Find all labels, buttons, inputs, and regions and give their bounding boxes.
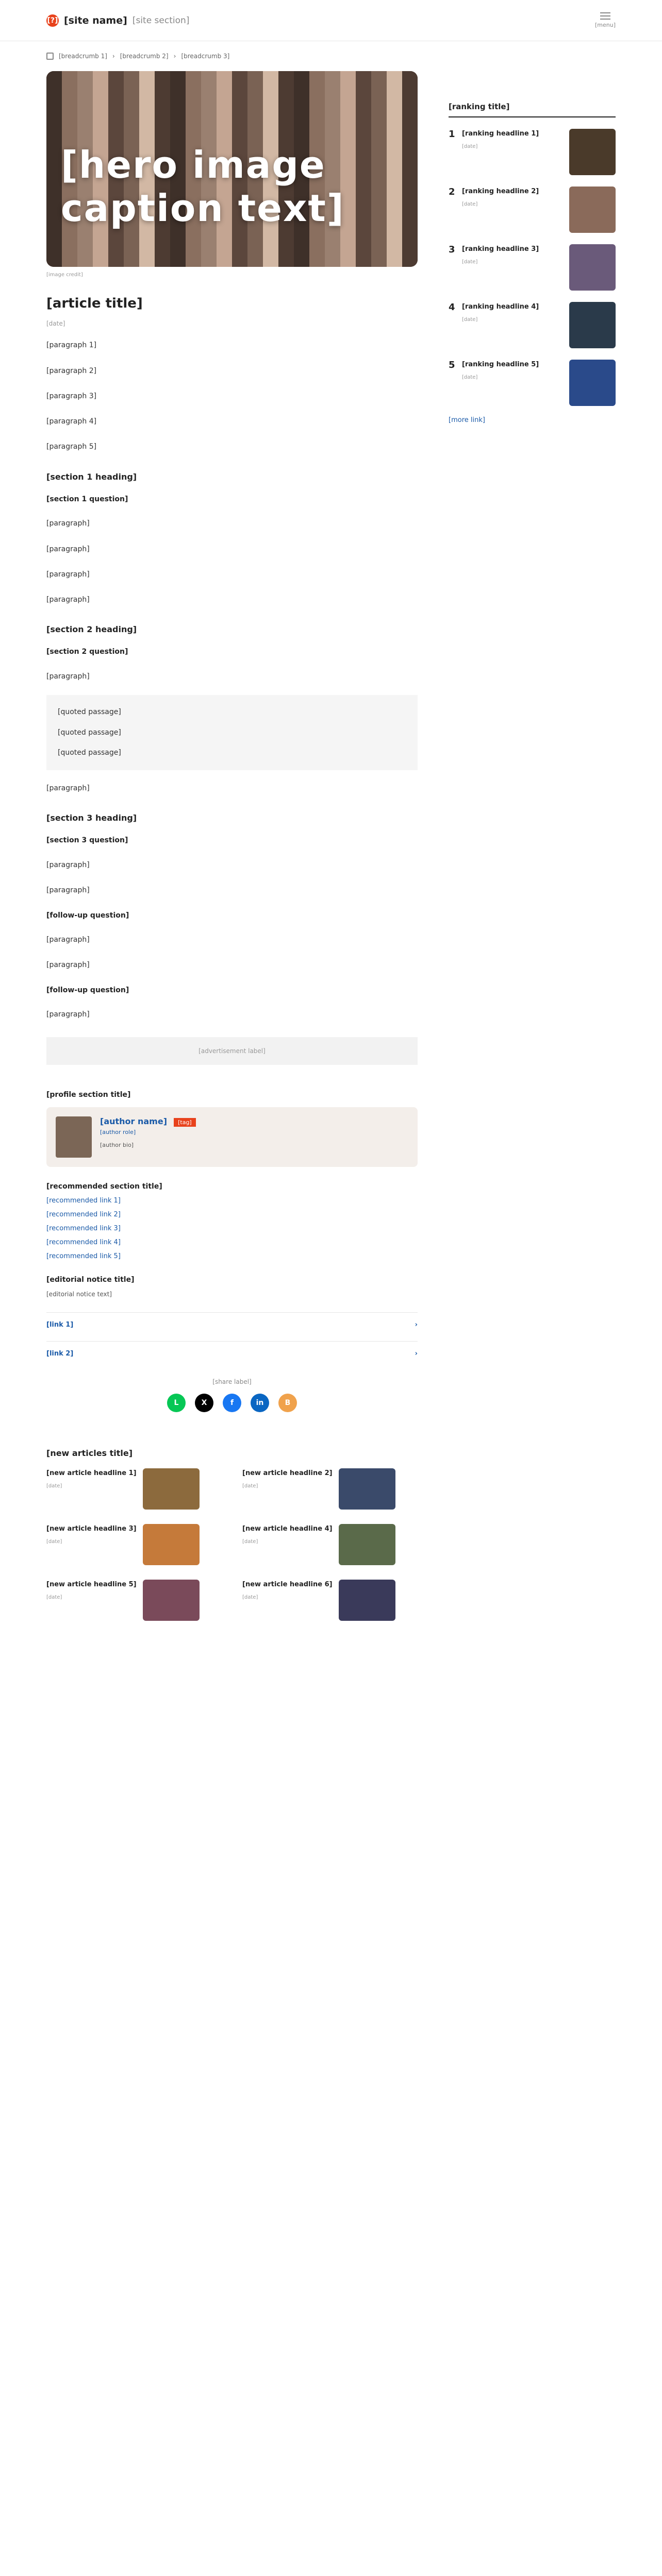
news-thumbnail [339, 1580, 395, 1621]
mosaic-tile [170, 71, 186, 86]
link-label: [link 1] [46, 1320, 74, 1329]
mosaic-tile [247, 237, 263, 252]
image-credit: [image credit] [46, 272, 83, 278]
mosaic-tile [356, 86, 371, 101]
rank-headline: [ranking headline 5] [462, 361, 539, 368]
mosaic-tile [108, 101, 124, 116]
paragraph: [paragraph] [46, 1010, 90, 1019]
mosaic-tile [201, 252, 217, 267]
mosaic-tile [108, 252, 124, 267]
mosaic-tile [170, 237, 186, 252]
mosaic-tile [139, 237, 155, 252]
paragraph: [paragraph 3] [46, 392, 97, 400]
news-date: [date] [242, 1483, 258, 1489]
ranking-item[interactable] [449, 244, 616, 291]
mosaic-tile [356, 116, 371, 131]
mosaic-tile [217, 252, 232, 267]
news-item[interactable] [46, 1524, 222, 1565]
x-icon[interactable]: X [195, 1394, 213, 1412]
mosaic-tile [46, 252, 62, 267]
mosaic-tile [263, 86, 278, 101]
mosaic-tile [77, 71, 93, 86]
paragraph: [paragraph 5] [46, 443, 97, 451]
mosaic-tile [186, 116, 201, 131]
mosaic-tile [294, 71, 309, 86]
mosaic-tile [402, 86, 418, 101]
line-icon[interactable]: L [167, 1394, 186, 1412]
ranking-item[interactable] [449, 129, 616, 175]
news-headline: [new article headline 5] [46, 1580, 137, 1588]
mosaic-tile [263, 237, 278, 252]
mosaic-tile [124, 71, 139, 86]
news-headline: [new article headline 6] [242, 1580, 333, 1588]
mosaic-tile [201, 86, 217, 101]
home-icon[interactable] [46, 53, 54, 60]
mosaic-tile [325, 71, 340, 86]
editorial-body: [editorial notice text] [46, 1291, 112, 1298]
mosaic-tile [124, 86, 139, 101]
mosaic-tile [278, 71, 294, 86]
mosaic-tile [340, 71, 356, 86]
mosaic-tile [309, 252, 325, 267]
mosaic-tile [247, 116, 263, 131]
mosaic-tile [340, 237, 356, 252]
paragraph: [paragraph] [46, 570, 90, 579]
section-question: [follow-up question] [46, 911, 129, 920]
news-date: [date] [242, 1538, 258, 1545]
paragraph: [paragraph] [46, 886, 90, 895]
mosaic-tile [93, 86, 108, 101]
mosaic-tile [217, 237, 232, 252]
mosaic-tile [371, 252, 387, 267]
rank-date: [date] [462, 374, 478, 380]
article-title: [article title] [46, 296, 143, 311]
news-headline: [new article headline 2] [242, 1469, 333, 1477]
article-main [46, 71, 418, 1621]
rank-headline: [ranking headline 3] [462, 245, 539, 253]
mosaic-tile [247, 101, 263, 116]
sidebar [449, 71, 616, 1621]
mosaic-tile [46, 177, 62, 192]
mosaic-tile [155, 237, 170, 252]
mosaic-tile [46, 222, 62, 236]
menu-button[interactable] [595, 12, 616, 28]
mosaic-tile [387, 252, 402, 267]
news-item[interactable] [242, 1580, 418, 1621]
facebook-icon[interactable]: f [223, 1394, 241, 1412]
mosaic-tile [108, 71, 124, 86]
mosaic-tile [294, 86, 309, 101]
mosaic-tile [387, 237, 402, 252]
recommended-link[interactable]: [recommended link 1] [46, 1197, 121, 1205]
new-articles-grid [46, 1468, 418, 1621]
mosaic-tile [124, 252, 139, 267]
mosaic-tile [170, 116, 186, 131]
mosaic-tile [77, 237, 93, 252]
mosaic-tile [325, 252, 340, 267]
chevron-right-icon: › [415, 1320, 418, 1329]
author-profile [46, 1107, 418, 1167]
mosaic-tile [247, 71, 263, 86]
mosaic-tile [387, 71, 402, 86]
mosaic-tile [139, 71, 155, 86]
news-date: [date] [46, 1594, 62, 1600]
mosaic-tile [46, 131, 62, 146]
ranking-title: [ranking title] [449, 102, 616, 117]
rank-thumbnail [569, 129, 616, 175]
mosaic-tile [46, 86, 62, 101]
mosaic-tile [247, 252, 263, 267]
news-thumbnail [339, 1468, 395, 1510]
quote-paragraph: [quoted passage] [58, 708, 121, 717]
mosaic-tile [387, 116, 402, 131]
logo-mark: [?] [46, 14, 59, 27]
mosaic-tile [340, 86, 356, 101]
news-item[interactable] [242, 1524, 418, 1565]
mosaic-tile [232, 71, 247, 86]
bookmark-icon[interactable]: B [278, 1394, 297, 1412]
rank-number: 2 [449, 187, 455, 197]
mosaic-tile [232, 252, 247, 267]
recommended-link[interactable]: [recommended link 3] [46, 1225, 121, 1233]
link-label: [link 2] [46, 1349, 74, 1358]
rank-number: 5 [449, 360, 455, 370]
mosaic-tile [294, 116, 309, 131]
paragraph: [paragraph 4] [46, 417, 97, 426]
mosaic-tile [93, 237, 108, 252]
mosaic-tile [108, 86, 124, 101]
mosaic-tile [46, 161, 62, 176]
ad-slot[interactable]: [advertisement label] [46, 1037, 418, 1065]
rank-headline: [ranking headline 4] [462, 303, 539, 311]
mosaic-tile [340, 116, 356, 131]
paragraph: [paragraph] [46, 936, 90, 944]
mosaic-tile [232, 101, 247, 116]
section-question: [section 3 question] [46, 836, 128, 845]
paragraph: [paragraph] [46, 784, 90, 793]
news-headline: [new article headline 3] [46, 1524, 137, 1533]
ranking-item[interactable] [449, 187, 616, 233]
mosaic-tile [371, 71, 387, 86]
news-item[interactable] [46, 1468, 222, 1510]
mosaic-tile [139, 252, 155, 267]
rank-headline: [ranking headline 2] [462, 188, 539, 195]
rank-number: 4 [449, 302, 455, 313]
mosaic-tile [155, 101, 170, 116]
new-articles-title: [new articles title] [46, 1448, 133, 1458]
mosaic-tile [46, 71, 62, 86]
mosaic-tile [402, 101, 418, 116]
author-bio: [author bio] [100, 1142, 134, 1149]
rank-thumbnail [569, 187, 616, 233]
news-date: [date] [242, 1594, 258, 1600]
mosaic-tile [356, 252, 371, 267]
mosaic-tile [294, 101, 309, 116]
paragraph: [paragraph 2] [46, 366, 97, 375]
chevron-right-icon: › [415, 1349, 418, 1358]
paragraph: [paragraph] [46, 672, 90, 681]
site-header [0, 0, 662, 41]
mosaic-tile [232, 86, 247, 101]
mosaic-tile [309, 116, 325, 131]
mosaic-tile [62, 116, 77, 131]
recommended-title: [recommended section title] [46, 1182, 162, 1191]
mosaic-tile [294, 252, 309, 267]
rank-date: [date] [462, 316, 478, 323]
section-question: [section 1 question] [46, 495, 128, 503]
mosaic-tile [139, 101, 155, 116]
mosaic-tile [402, 71, 418, 86]
mosaic-tile [77, 116, 93, 131]
mosaic-tile [371, 86, 387, 101]
profile-section-title: [profile section title] [46, 1091, 131, 1099]
ranking-item[interactable] [449, 360, 616, 406]
ranking-more-link[interactable]: [more link] [449, 416, 485, 424]
mosaic-tile [325, 237, 340, 252]
mosaic-tile [186, 86, 201, 101]
mosaic-tile [93, 71, 108, 86]
mosaic-tile [170, 252, 186, 267]
mosaic-tile [186, 71, 201, 86]
mosaic-tile [371, 237, 387, 252]
author-role: [author role] [100, 1129, 136, 1136]
mosaic-tile [325, 101, 340, 116]
mosaic-tile [93, 116, 108, 131]
mosaic-tile [155, 71, 170, 86]
news-thumbnail [143, 1580, 200, 1621]
rank-thumbnail [569, 360, 616, 406]
breadcrumb: [breadcrumb 1] › [breadcrumb 2] › [breadcrumb 3] [0, 41, 662, 71]
mosaic-tile [62, 86, 77, 101]
quote-block [46, 695, 418, 770]
paragraph: [paragraph] [46, 860, 90, 869]
news-date: [date] [46, 1538, 62, 1545]
paragraph: [paragraph] [46, 961, 90, 970]
news-date: [date] [46, 1483, 62, 1489]
recommended-link[interactable]: [recommended link 4] [46, 1239, 121, 1247]
avatar [56, 1116, 92, 1158]
news-thumbnail [143, 1524, 200, 1565]
rank-headline: [ranking headline 1] [462, 130, 539, 138]
mosaic-tile [278, 101, 294, 116]
mosaic-tile [247, 86, 263, 101]
recommended-link[interactable]: [recommended link 2] [46, 1211, 121, 1219]
editorial-link-2[interactable] [46, 1341, 418, 1358]
mosaic-tile [309, 71, 325, 86]
mosaic-tile [263, 101, 278, 116]
rank-date: [date] [462, 259, 478, 265]
breadcrumb-item: [breadcrumb 3] [181, 53, 230, 60]
recommended-link[interactable]: [recommended link 5] [46, 1252, 121, 1261]
mosaic-tile [325, 116, 340, 131]
mosaic-tile [387, 101, 402, 116]
article-body [46, 338, 418, 1022]
mosaic-tile [232, 116, 247, 131]
section-heading: [section 2 heading] [46, 624, 137, 635]
news-thumbnail [339, 1524, 395, 1565]
mosaic-tile [402, 116, 418, 131]
mosaic-tile [309, 86, 325, 101]
mosaic-tile [201, 116, 217, 131]
recommended-links [46, 1197, 418, 1260]
site-sub: [site section] [132, 15, 190, 26]
mosaic-tile [46, 237, 62, 252]
mosaic-tile [217, 116, 232, 131]
mosaic-tile [186, 252, 201, 267]
mosaic-tile [170, 86, 186, 101]
mosaic-tile [294, 237, 309, 252]
section-question: [follow-up question] [46, 986, 129, 994]
mosaic-tile [309, 101, 325, 116]
mosaic-tile [356, 101, 371, 116]
section-heading: [section 3 heading] [46, 813, 137, 823]
mosaic-tile [124, 116, 139, 131]
share-label: [share label] [212, 1378, 252, 1385]
mosaic-tile [93, 101, 108, 116]
mosaic-tile [155, 116, 170, 131]
article-date: [date] [46, 320, 65, 328]
rank-thumbnail [569, 302, 616, 348]
news-item[interactable] [46, 1580, 222, 1621]
rank-number: 3 [449, 244, 455, 255]
mosaic-tile [46, 116, 62, 131]
mosaic-tile [356, 71, 371, 86]
mosaic-tile [186, 101, 201, 116]
mosaic-tile [263, 252, 278, 267]
quote-paragraph: [quoted passage] [58, 748, 121, 757]
share-icons [46, 1394, 418, 1412]
linkedin-icon[interactable]: in [251, 1394, 269, 1412]
site-name: [site name] [64, 14, 127, 26]
mosaic-tile [217, 86, 232, 101]
hero-caption: [hero image caption text] [61, 143, 345, 230]
news-item[interactable] [242, 1468, 418, 1510]
mosaic-tile [46, 192, 62, 207]
mosaic-tile [186, 237, 201, 252]
mosaic-tile [155, 252, 170, 267]
breadcrumb-item[interactable]: [breadcrumb 1] [59, 53, 107, 60]
rank-number: 1 [449, 129, 455, 140]
breadcrumb-item[interactable]: [breadcrumb 2] [120, 53, 169, 60]
mosaic-tile [278, 237, 294, 252]
mosaic-tile [62, 252, 77, 267]
news-thumbnail [143, 1468, 200, 1510]
mosaic-tile [402, 252, 418, 267]
mosaic-tile [124, 101, 139, 116]
mosaic-tile [46, 207, 62, 222]
quote-paragraph: [quoted passage] [58, 728, 121, 737]
hamburger-icon [600, 12, 610, 20]
mosaic-tile [263, 71, 278, 86]
mosaic-tile [170, 101, 186, 116]
mosaic-tile [201, 237, 217, 252]
mosaic-tile [278, 116, 294, 131]
mosaic-tile [108, 116, 124, 131]
rank-date: [date] [462, 201, 478, 207]
mosaic-tile [340, 101, 356, 116]
mosaic-tile [77, 101, 93, 116]
mosaic-tile [62, 101, 77, 116]
mosaic-tile [387, 86, 402, 101]
author-tag: [tag] [174, 1118, 196, 1127]
mosaic-tile [340, 252, 356, 267]
paragraph: [paragraph] [46, 519, 90, 528]
mosaic-tile [46, 101, 62, 116]
mosaic-tile [124, 237, 139, 252]
mosaic-tile [77, 252, 93, 267]
mosaic-tile [309, 237, 325, 252]
mosaic-tile [46, 146, 62, 161]
mosaic-tile [278, 86, 294, 101]
mosaic-tile [325, 86, 340, 101]
editorial-link-1[interactable] [46, 1312, 418, 1329]
mosaic-tile [371, 101, 387, 116]
mosaic-tile [278, 252, 294, 267]
editorial-title: [editorial notice title] [46, 1276, 135, 1284]
mosaic-tile [371, 116, 387, 131]
mosaic-tile [263, 116, 278, 131]
mosaic-tile [62, 71, 77, 86]
rank-date: [date] [462, 143, 478, 149]
mosaic-tile [155, 86, 170, 101]
mosaic-tile [139, 116, 155, 131]
mosaic-tile [139, 86, 155, 101]
paragraph: [paragraph 1] [46, 341, 97, 350]
mosaic-tile [77, 86, 93, 101]
section-question: [section 2 question] [46, 648, 128, 656]
mosaic-tile [108, 237, 124, 252]
site-logo[interactable] [46, 14, 189, 27]
mosaic-tile [201, 71, 217, 86]
paragraph: [paragraph] [46, 596, 90, 604]
section-heading: [section 1 heading] [46, 471, 137, 482]
mosaic-tile [356, 237, 371, 252]
hero-image [46, 71, 418, 267]
mosaic-tile [232, 237, 247, 252]
mosaic-tile [217, 71, 232, 86]
mosaic-tile [201, 101, 217, 116]
mosaic-tile [402, 237, 418, 252]
mosaic-tile [93, 252, 108, 267]
mosaic-tile [62, 237, 77, 252]
rank-thumbnail [569, 244, 616, 291]
news-headline: [new article headline 1] [46, 1469, 137, 1477]
author-name[interactable]: [author name] [100, 1116, 168, 1127]
menu-label: [menu] [594, 22, 616, 28]
news-headline: [new article headline 4] [242, 1524, 333, 1533]
mosaic-tile [217, 101, 232, 116]
ranking-item[interactable] [449, 302, 616, 348]
paragraph: [paragraph] [46, 545, 90, 553]
